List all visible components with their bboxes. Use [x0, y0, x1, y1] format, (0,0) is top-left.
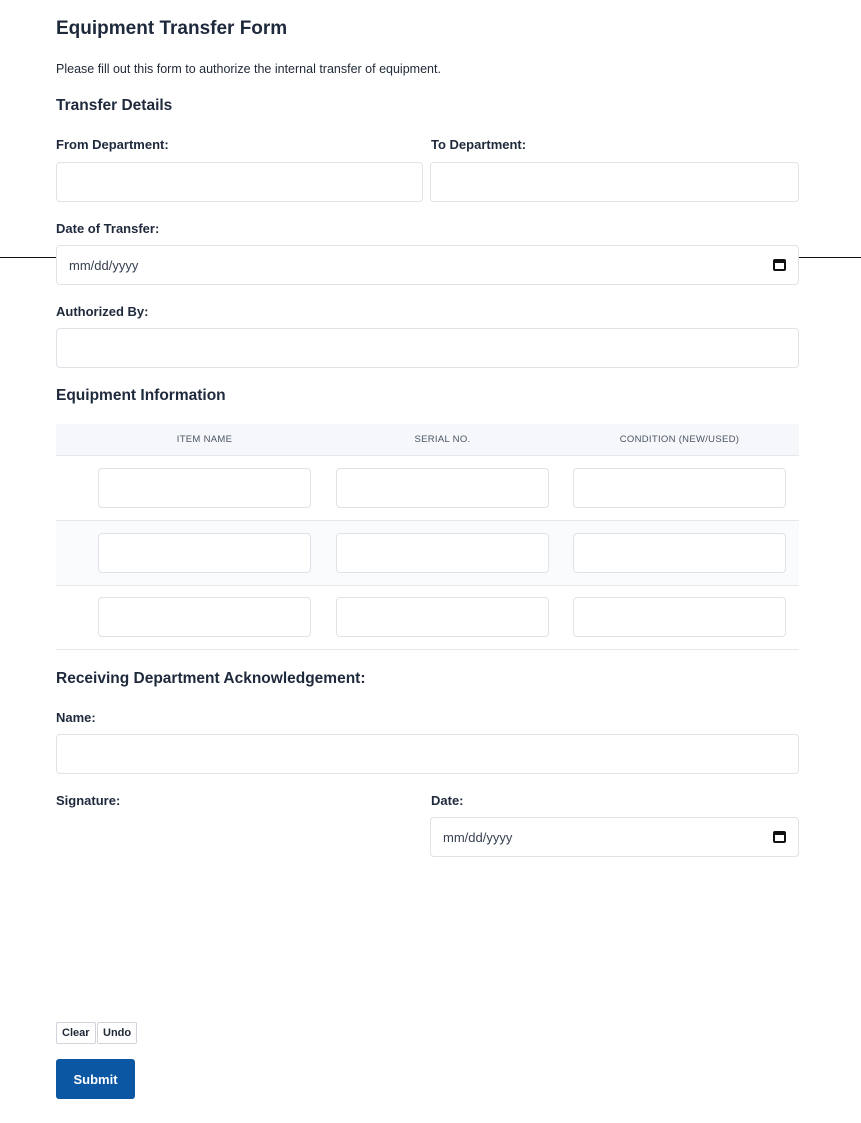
date-placeholder: mm/dd/yyyy [69, 257, 139, 273]
to-department-input[interactable] [430, 162, 799, 202]
column-header-serial-no: SERIAL NO. [414, 434, 471, 445]
item-name-input[interactable] [98, 468, 311, 508]
authorized-by-input[interactable] [56, 328, 799, 368]
date-of-transfer-input[interactable] [56, 245, 799, 285]
to-department-label: To Department: [431, 137, 527, 152]
form-intro: Please fill out this form to authorize the internal transfer of equipment. [56, 62, 441, 76]
column-header-item-name: ITEM NAME [176, 434, 233, 445]
from-department-input[interactable] [56, 162, 423, 202]
ack-date-input[interactable] [430, 817, 799, 857]
clear-signature-button[interactable]: Clear [56, 1022, 96, 1044]
table-row [56, 456, 799, 521]
column-header-condition: CONDITION (NEW/USED) [619, 434, 740, 445]
submit-button[interactable]: Submit [56, 1059, 135, 1099]
serial-no-input[interactable] [336, 468, 549, 508]
condition-input[interactable] [573, 597, 786, 637]
from-department-label: From Department: [56, 137, 169, 152]
page-title: Equipment Transfer Form [56, 18, 288, 39]
date-of-transfer-label: Date of Transfer: [56, 221, 160, 236]
equipment-table-header [56, 424, 799, 456]
signature-label: Signature: [56, 793, 121, 808]
calendar-icon[interactable] [773, 831, 786, 843]
calendar-icon[interactable] [773, 259, 786, 271]
item-name-input[interactable] [98, 597, 311, 637]
ack-date-label: Date: [431, 793, 464, 808]
signature-pad[interactable] [56, 815, 416, 1010]
item-name-input[interactable] [98, 533, 311, 573]
serial-no-input[interactable] [336, 533, 549, 573]
condition-input[interactable] [573, 533, 786, 573]
serial-no-input[interactable] [336, 597, 549, 637]
table-row [56, 521, 799, 586]
condition-input[interactable] [573, 468, 786, 508]
authorized-by-label: Authorized By: [56, 304, 149, 319]
transfer-details-heading: Transfer Details [56, 97, 173, 114]
receiver-name-input[interactable] [56, 734, 799, 774]
equipment-information-heading: Equipment Information [56, 387, 226, 404]
acknowledgement-heading: Receiving Department Acknowledgement: [56, 670, 366, 687]
table-row [56, 585, 799, 650]
name-label: Name: [56, 710, 96, 725]
ack-date-placeholder: mm/dd/yyyy [443, 829, 513, 845]
undo-signature-button[interactable]: Undo [97, 1022, 137, 1044]
